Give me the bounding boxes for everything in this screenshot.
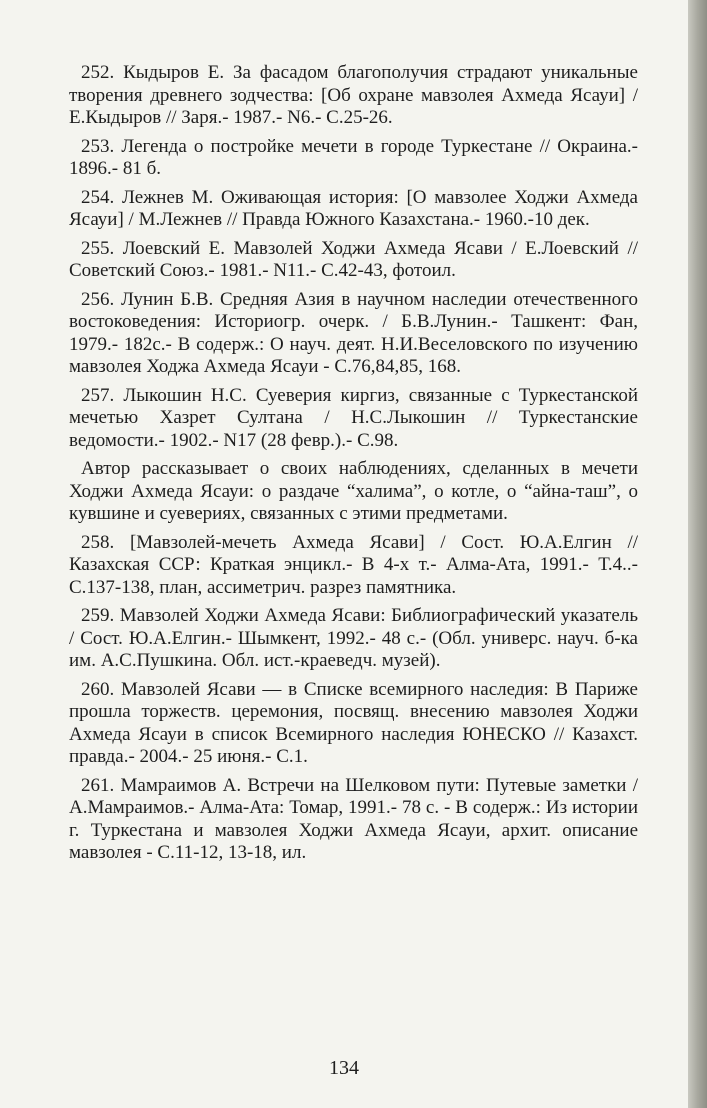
page-edge (688, 0, 707, 1108)
bibliography-entry-255: 255. Лоевский Е. Мавзолей Ходжи Ахмеда Ясави / Е.Лоевский // Советский Союз.- 1981.- N11.- С.42-43, фотоил. (69, 237, 638, 281)
bibliography-entry-252: 252. Кыдыров Е. За фасадом благополучия страдают уникальные творения древнего зодчества: [Об охране мавзолея Ахмеда Ясауи] / Е.Кыдыров // Заря.- 1987.- N6.- С.25-26. (69, 62, 638, 128)
bibliography-entry-261: 261. Мамраимов А. Встречи на Шелковом пути: Путевые заметки / А.Мамраимов.- Алма-Ата: Томар, 1991.- 78 с. - В содерж.: Из истории г. Туркестана и мавзолея Ходжи Ахмеда Ясауи, архит. описание мавзолея - С.11-12, 13-18, ил. (69, 774, 638, 863)
entry-annotation: Автор рассказывает о своих наблюдениях, сделанных в мечети Ходжи Ахмеда Ясауи: о раздаче “халима”, о котле, о “айна-таш”, о кувшине и суевериях, связанных с этими предметами. (69, 458, 638, 524)
bibliography-list (69, 62, 638, 871)
bibliography-entry-254: 254. Лежнев М. Оживающая история: [О мавзолее Ходжи Ахмеда Ясауи] / М.Лежнев // Правда Южного Казахстана.- 1960.-10 дек. (69, 186, 638, 230)
bibliography-entry-258: 258. [Мавзолей-мечеть Ахмеда Ясави] / Сост. Ю.А.Елгин // Казахская ССР: Краткая энцикл.- В 4-х т.- Алма-Ата, 1991.- Т.4..- С.137-138, план, ассиметрич. разрез памятника. (69, 531, 638, 598)
bibliography-entry-256: 256. Лунин Б.В. Средняя Азия в научном наследии отечественного востоковедения: Историогр. очерк. / Б.В.Лунин.- Ташкент: Фан, 1979.- 182с.- В содерж.: О науч. деят. Н.И.Веселовского по изучению мавзолея Ходжа Ахмеда Ясауи - С.76,84,85, 168. (69, 288, 638, 377)
bibliography-entry-260: 260. Мавзолей Ясави — в Списке всемирного наследия: В Париже прошла торжеств. церемония, посвящ. внесению мавзолея Ходжи Ахмеда Ясауи в список Всемирного наследия ЮНЕСКО // Казахст. правда.- 2004.- 25 июня.- С.1. (69, 678, 638, 767)
bibliography-entry-253: 253. Легенда о постройке мечети в городе Туркестане // Окраина.- 1896.- 81 б. (69, 135, 638, 179)
bibliography-entry-259: 259. Мавзолей Ходжи Ахмеда Ясави: Библиографический указатель / Сост. Ю.А.Елгин.- Шымкент, 1992.- 48 с.- (Обл. универс. науч. б-ка им. А.С.Пушкина. Обл. ист.-краеведч. музей). (69, 605, 638, 671)
page-number: 134 (329, 1057, 359, 1079)
bibliography-entry-257: 257. Лыкошин Н.С. Суеверия киргиз, связанные с Туркестанской мечетью Хазрет Султана / Н.С.Лыкошин // Туркестанские ведомости.- 1902.- N17 (28 февр.).- С.98. (69, 384, 638, 451)
